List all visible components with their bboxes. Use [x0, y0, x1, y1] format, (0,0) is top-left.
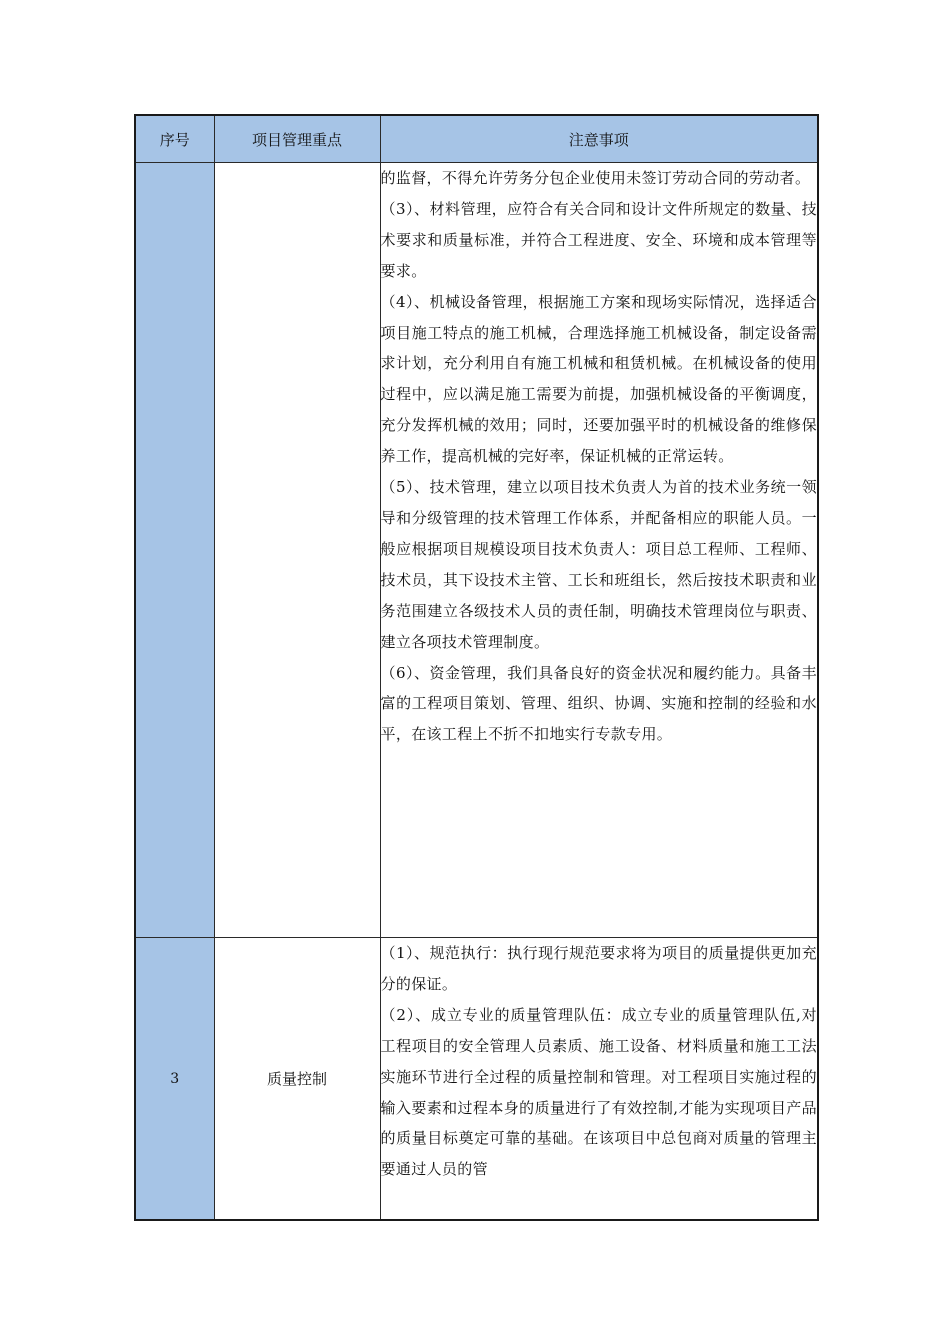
row-focus-cell: 质量控制 — [214, 938, 380, 1221]
row-seq-cell: 3 — [135, 938, 214, 1221]
row-focus-cell — [214, 163, 380, 938]
table-row — [135, 163, 818, 938]
notes-paragraph: （2）、成立专业的质量管理队伍：成立专业的质量管理队伍,对工程项目的安全管理人员素质、施工设备、材料质量和施工工法实施环节进行全过程的质量控制和管理。对工程项目实施过程的输入要素和过程本身的质量进行了有效控制,才能为实现项目产品的质量目标奠定可靠的基础。在该项目中总包商对质量的管理主要通过人员的管 — [380, 1005, 817, 1179]
notes-paragraph: （5）、技术管理，建立以项目技术负责人为首的技术业务统一领导和分级管理的技术管理工作体系，并配备相应的职能人员。一般应根据项目规模设项目技术负责人：项目总工程师、工程师、技术员，其下设技术主管、工长和班组长，然后按技术职责和业务范围建立各级技术人员的责任制，明确技术管理岗位与职责、建立各项技术管理制度。 — [380, 478, 817, 651]
header-notes: 注意事项 — [380, 115, 818, 163]
notes-paragraph: （1）、规范执行：执行现行规范要求将为项目的质量提供更加充分的保证。 — [380, 944, 817, 993]
notes-paragraph: （4）、机械设备管理，根据施工方案和现场实际情况，选择适合项目施工特点的施工机械，合理选择施工机械设备，制定设备需求计划，充分利用自有施工机械和租赁机械。在机械设备的使用过程中，应以满足施工需要为前提，加强机械设备的平衡调度，充分发挥机械的效用；同时，还要加强平时的机械设备的维修保养工作，提高机械的完好率，保证机械的正常运转。 — [380, 292, 817, 466]
table-row — [135, 938, 818, 1221]
header-focus: 项目管理重点 — [214, 115, 380, 163]
notes-paragraph: （6）、资金管理，我们具备良好的资金状况和履约能力。具备丰富的工程项目策划、管理、组织、协调、实施和控制的经验和水平，在该工程上不折不扣地实行专款专用。 — [380, 663, 817, 744]
row-notes-cell — [380, 938, 818, 1221]
notes-paragraph: 的监督，不得允许劳务分包企业使用未签订劳动合同的劳动者。 — [380, 169, 811, 187]
row-seq-cell — [135, 163, 214, 938]
table-header-row — [135, 115, 818, 163]
notes-paragraph: （3）、材料管理，应符合有关合同和设计文件所规定的数量、技术要求和质量标准，并符合工程进度、安全、环境和成本管理等要求。 — [380, 199, 817, 280]
row-notes-cell — [380, 163, 818, 938]
management-table — [134, 114, 819, 1221]
header-seq: 序号 — [135, 115, 214, 163]
